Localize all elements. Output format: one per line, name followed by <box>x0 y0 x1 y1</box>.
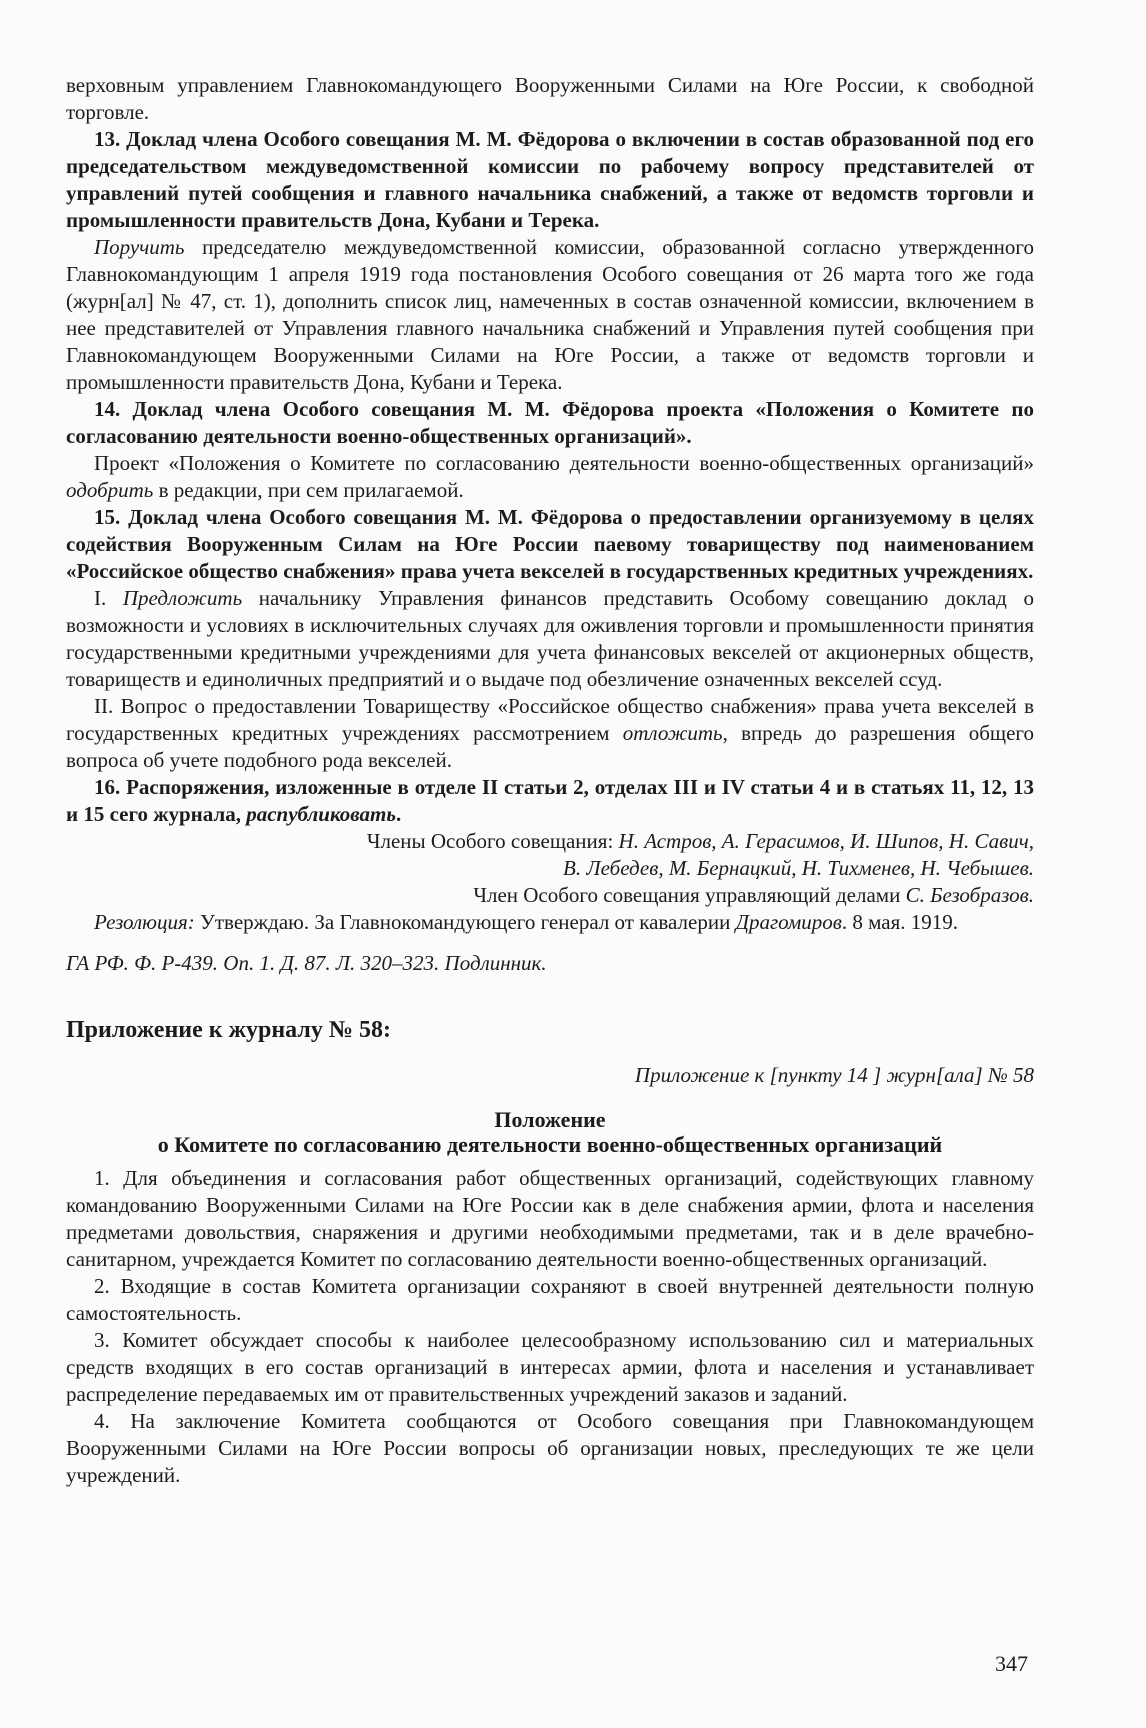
item-16-verb: распубликовать <box>246 802 396 826</box>
manager-name: С. Безобразов. <box>905 883 1034 907</box>
item-15-p2-verb: отложить <box>622 721 723 745</box>
regulation-clause-3: 3. Комитет обсуждает способы к наиболее целесообразному использованию сил и материальных средств входящих в его состав организаций в интересах армии, флота и населения и устанавливает распределение передаваемых им от правительственных учреждений заказов и заданий. <box>66 1328 1034 1406</box>
members-label: Члены Особого совещания: <box>366 829 619 853</box>
regulation-clause-1: 1. Для объединения и согласования работ общественных организаций, содействующих главному командованию Вооруженными Силами на Юге России как в деле снабжения армии, флота и населения предметами довольствия, снаряжения и другими необходимыми предметами, так и в деле врачебно-санитарном, учреждается Комитет по согласованию деятельности военно-общественных организаций. <box>66 1166 1034 1271</box>
intro-paragraph: верховным управлением Главнокомандующего Вооруженными Силами на Юге России, к свободной торговле. <box>66 73 1034 124</box>
item-15-p2-text-b: , впредь до разрешения общего вопроса об учете подобного рода векселей. <box>66 721 1034 772</box>
item-15-heading: 15. Доклад члена Особого совещания М. М. Фёдорова о предоставлении организуемому в целях содействия Вооруженным Силам на Юге России паевому товариществу под наименованием «Российское общество снабжения» права учета векселей в государственных кредитных учреждениях. <box>66 505 1034 583</box>
regulation-title: Положение <box>494 1107 606 1132</box>
item-14-body <box>66 450 1034 504</box>
resolution <box>66 909 1034 936</box>
regulation-clause-4: 4. На заключение Комитета сообщаются от Особого совещания при Главнокомандующем Вооруженными Силами на Юге России вопросы об организации новых, преследующих те же цели учреждений. <box>66 1409 1034 1487</box>
item-16-text: 16. Распоряжения, изложенные в отделе II статьи 2, отделах III и IV статьи 4 и в статьях 11, 12, 13 и 15 сего журнала, <box>66 775 1034 826</box>
archive-source: ГА РФ. Ф. Р-439. Оп. 1. Д. 87. Л. 320–323. Подлинник. <box>66 951 547 975</box>
regulation-clause-2: 2. Входящие в состав Комитета организации сохраняют в своей внутренней деятельности полную самостоятельность. <box>66 1274 1034 1325</box>
item-15-p1-verb: Предложить <box>122 586 243 610</box>
manager-label: Член Особого совещания управляющий делами <box>473 883 906 907</box>
page-number: 347 <box>995 1651 1028 1676</box>
manager-signature <box>66 882 1034 909</box>
item-16-end: . <box>395 802 402 826</box>
item-13-heading: 13. Доклад члена Особого совещания М. М. Фёдорова о включении в состав образованной под его председательством междуведомственной комиссии по рабочему вопросу представителей от управлений путей сообщения и главного начальника снабжений, а также от ведомств торговли и промышленности правительств Дона, Кубани и Терека. <box>66 127 1034 232</box>
members-signatures <box>66 828 1034 855</box>
appendix-heading: Приложение к журналу № 58: <box>66 1017 391 1043</box>
item-15-paragraph-1 <box>66 585 1034 693</box>
resolution-text-a: Утверждаю. За Главнокомандующего генерал от кавалерии <box>194 910 736 934</box>
item-16-heading <box>66 774 1034 828</box>
item-13-verb: Поручить <box>94 235 185 259</box>
resolution-text-b: . 8 мая. 1919. <box>841 910 958 934</box>
appendix-subheading: Приложение к [пункту 14 ] журн[ала] № 58 <box>634 1063 1034 1087</box>
members-line-2: В. Лебедев, М. Бернацкий, Н. Тихменев, Н. Чебышев. <box>563 856 1034 880</box>
members-line-1: Н. Астров, А. Герасимов, И. Шипов, Н. Савич, <box>618 829 1034 853</box>
item-15-p2-text-a: II. Вопрос о предоставлении Товариществу «Российское общество снабжения» права учета векселей в государственных кредитных учреждениях рассмотрением <box>66 694 1034 745</box>
item-13-body <box>66 234 1034 396</box>
resolution-label: Резолюция: <box>94 910 195 934</box>
item-14-verb: одобрить <box>66 478 154 502</box>
regulation-subtitle: о Комитете по согласованию деятельности военно-общественных организаций <box>157 1132 943 1157</box>
item-14-heading: 14. Доклад члена Особого совещания М. М. Фёдорова проекта «Положения о Комитете по согласованию деятельности военно-общественных организаций». <box>66 397 1034 448</box>
item-14-text-b: в редакции, при сем прилагаемой. <box>153 478 464 502</box>
item-15-p1-text: начальнику Управления финансов представить Особому совещанию доклад о возможности и условиях в исключительных случаях для оживления торговли и промышленности принятия государственными кредитными учреждениями для учета финансовых векселей от акционерных обществ, товариществ и единоличных предприятий и о выдаче под обезличение означенных векселей ссуд. <box>66 586 1034 691</box>
item-15-p1-num: I. <box>94 586 123 610</box>
item-13-text: председателю междуведомственной комиссии, образованной согласно утвержденного Главнокомандующим 1 апреля 1919 года постановления Особого совещания от 26 марта того же года (журн[ал] № 47, ст. 1), дополнить список лиц, намеченных в состав означенной комиссии, включением в нее представителей от Управления главного начальника снабжений и Управления путей сообщения при Главнокомандующем Вооруженными Силами на Юге России, а также от ведомств торговли и промышленности правительств Дона, Кубани и Терека. <box>66 235 1034 394</box>
item-14-text-a: Проект «Положения о Комитете по согласованию деятельности военно-общественных организаций» <box>94 451 1034 475</box>
resolution-name: Драгомиров <box>735 910 842 934</box>
item-15-paragraph-2 <box>66 693 1034 774</box>
